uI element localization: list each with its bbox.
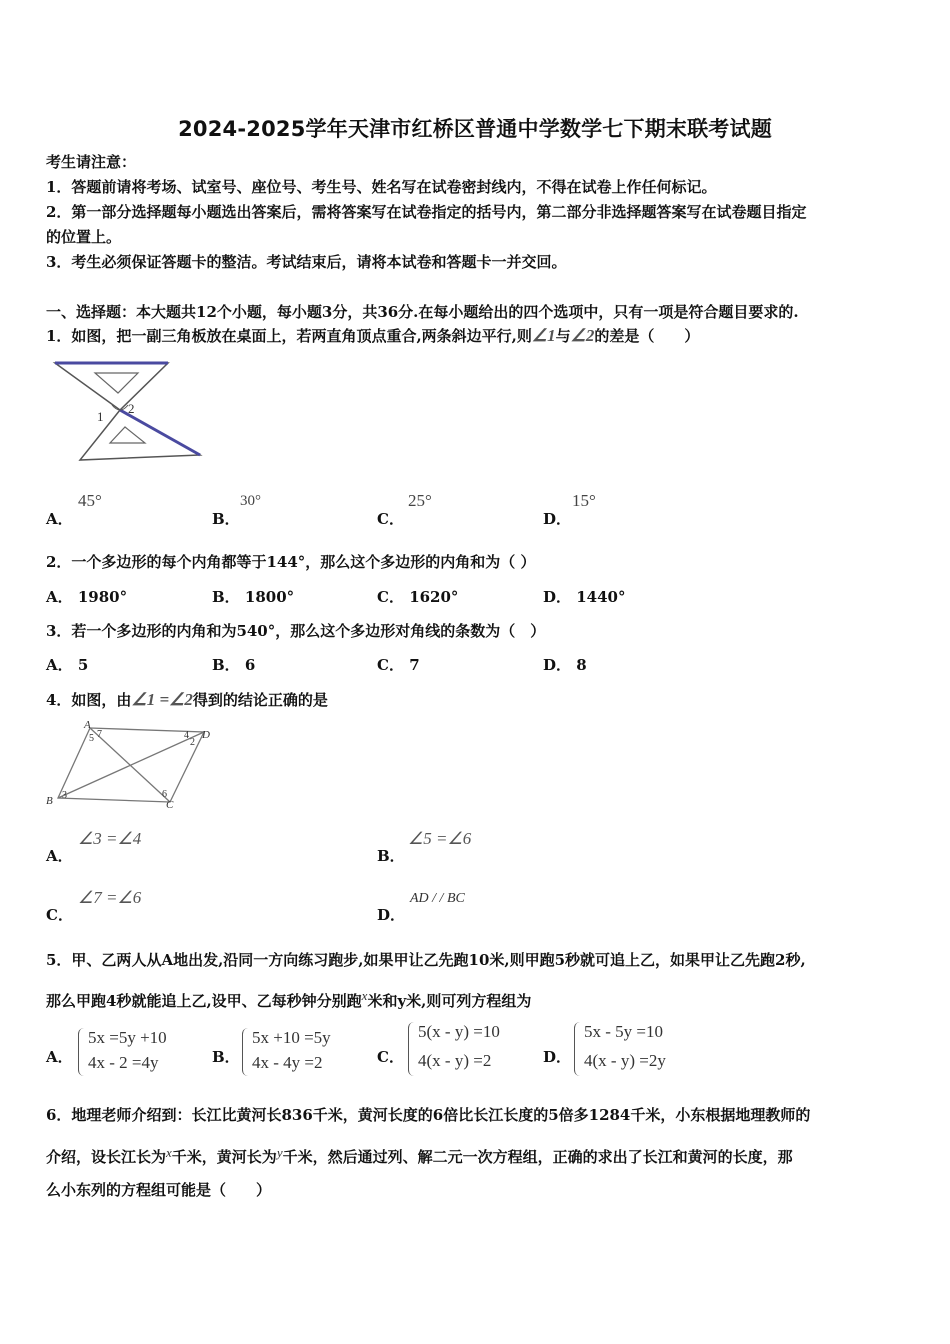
q2-option-c-label: C． [377,588,404,606]
q4-stem-b: 得到的结论正确的是 [192,691,328,709]
page-title: 2024-2025学年天津市红桥区普通中学数学七下期末联考试题 [178,117,772,141]
q4-label-7: 7 [97,729,102,740]
q1-option-b-value: 30° [240,493,261,509]
notice-item-2-cont: 的位置上。 [46,228,122,246]
q4-label-b: B [46,795,53,807]
q6-line-2 [46,1141,793,1169]
q5-option-d-eq2: 4(x - y) =2y [584,1051,666,1070]
q2-option-b-value: 1800° [244,588,295,606]
q5-option-c-eq2: 4(x - y) =2 [418,1051,492,1070]
q5-option-a-label[interactable]: A． [46,1048,73,1066]
q4-option-c-value: ∠7 =∠6 [78,888,142,907]
q4-label-6: 6 [162,789,167,800]
q5-line-1: 5．甲、乙两人从A地出发,沿同一方向练习跑步,如果甲让乙先跑10米,则甲跑5秒就可追上乙，如果甲让乙先跑2秒, [46,951,806,969]
q2-stem: 2．一个多边形的每个内角都等于144°，那么这个多边形的内角和为（ ） [46,553,536,571]
q1-stem [46,324,699,348]
q1-option-a-value: 45° [78,491,102,510]
q2-option-a[interactable] [46,585,127,609]
q5-option-d-brace [574,1022,583,1076]
q1-option-d-value: 15° [572,491,596,510]
q2-option-b[interactable] [212,585,294,609]
q6-line-3: 么小东列的方程组可能是（ ） [46,1181,272,1199]
q1-stem-b: 的差是（ ） [594,327,700,345]
q5-line-2a: 那么甲跑4秒就能追上乙,设甲、乙每秒钟分别跑 [46,992,362,1010]
q4-option-d-label[interactable]: D． [377,906,406,924]
q2-option-c[interactable] [377,585,458,609]
q5-option-b-eq1: 5x +10 =5y [252,1028,331,1047]
q3-option-b[interactable] [212,653,255,677]
q1-option-c-label[interactable]: C． [377,510,404,528]
q3-option-b-value: 6 [244,656,256,674]
q1-angle2: ∠2 [570,326,595,345]
q5-option-a-eq2: 4x - 2 =4y [88,1053,159,1072]
q6-line-2c: 千米，然后通过列、解二元一次方程组，正确的求出了长江和黄河的长度，那 [282,1148,793,1166]
q5-option-b-system [242,1028,362,1078]
q2-option-a-label: A． [46,588,73,606]
q3-option-a-value: 5 [77,656,89,674]
q5-option-c-system [408,1022,533,1078]
q4-stem-a: 4．如图，由 [46,691,132,709]
q5-var-x: x [361,988,368,1003]
q4-option-d-value: AD / / BC [410,891,465,906]
q4-label-4: 4 [184,730,189,741]
q3-option-d-label: D． [543,656,572,674]
q4-condition: ∠1 =∠2 [131,690,193,709]
q5-option-c-eq1: 5(x - y) =10 [418,1022,500,1041]
notice-item-1: 1．答题前请将考场、试室号、座位号、考生号、姓名写在试卷密封线内，不得在试卷上作任何标记。 [46,178,717,196]
q3-option-b-label: B． [212,656,240,674]
q4-label-c: C [166,799,174,810]
q5-option-d-label[interactable]: D． [543,1048,572,1066]
q5-option-c-brace [408,1022,417,1076]
q5-option-d-eq1: 5x - 5y =10 [584,1022,663,1041]
q6-var-x: x [166,1145,172,1160]
q2-option-d[interactable] [543,585,626,609]
q3-option-d[interactable] [543,653,587,677]
q1-bottom-inner-triangle [110,427,145,443]
q1-option-a-label[interactable]: A． [46,510,73,528]
q1-stem-a: 1．如图，把一副三角板放在桌面上，若两直角顶点重合,两条斜边平行,则 [46,327,532,345]
q4-diagonal-bd [58,732,204,798]
q5-option-d-system [574,1022,704,1078]
q3-option-a-label: A． [46,656,73,674]
notice-heading: 考生请注意： [46,153,137,171]
q5-option-a-system [78,1028,198,1078]
q3-stem: 3．若一个多边形的内角和为540°，那么这个多边形对角线的条数为（ ） [46,622,546,640]
q4-label-a: A [84,719,91,731]
q3-option-c-value: 7 [409,656,420,674]
q3-option-c[interactable] [377,653,420,677]
q4-label-3: 3 [62,790,67,801]
q5-option-a-eq1: 5x =5y +10 [88,1028,167,1047]
q2-option-d-value: 1440° [576,588,626,606]
q5-option-a-brace [78,1028,87,1076]
q6-line-2b: 千米，黄河长为 [171,1148,277,1166]
section-heading: 一、选择题：本大题共12个小题，每小题3分，共36分.在每小题给出的四个选项中，只有一项是符合题目要求的. [46,303,799,321]
q4-option-a-value: ∠3 =∠4 [78,829,142,848]
q1-top-inner-triangle [95,373,138,393]
q2-option-b-label: B． [212,588,240,606]
q4-parallelogram-figure [42,718,217,810]
q3-option-d-value: 8 [576,656,587,674]
q5-option-b-eq2: 4x - 4y =2 [252,1053,323,1072]
q1-fig-label-1: 1 [97,409,104,424]
q5-option-c-label[interactable]: C． [377,1048,404,1066]
q1-triangles-figure [50,355,210,465]
notice-item-3: 3．考生必须保证答题卡的整洁。考试结束后，请将本试卷和答题卡一并交回。 [46,253,567,271]
q1-option-c-value: 25° [408,491,432,510]
notice-item-2: 2．第一部分选择题每小题选出答案后，需将答案写在试卷指定的括号内，第二部分非选择题答案写在试卷题目指定 [46,203,807,221]
q4-stem [46,688,328,712]
q2-option-a-value: 1980° [77,588,128,606]
q1-angle1: ∠1 [531,326,556,345]
q5-option-b-brace [242,1028,251,1076]
q4-option-a-label[interactable]: A． [46,847,73,865]
q3-option-a[interactable] [46,653,88,677]
q3-option-c-label: C． [377,656,404,674]
q6-line-1: 6．地理老师介绍到：长江比黄河长836千米，黄河长度的6倍比长江长度的5倍多1284千米，小东根据地理教师的 [46,1106,811,1124]
q1-fig-label-2: 2 [128,401,135,416]
q4-label-5: 5 [89,733,94,744]
q2-option-c-value: 1620° [409,588,459,606]
q4-option-c-label[interactable]: C． [46,906,73,924]
q4-label-2: 2 [190,737,195,748]
q2-option-d-label: D． [543,588,572,606]
q6-var-y: y [276,1145,283,1160]
q1-top-triangle [55,363,168,410]
q5-line-2 [46,984,531,1013]
q4-option-b-label[interactable]: B． [377,847,405,865]
q1-option-d-label[interactable]: D． [543,510,572,528]
q4-label-d: D [202,729,210,741]
q6-line-2a: 介绍，设长江长为 [46,1148,167,1166]
q1-mid: 与 [555,327,571,345]
q5-line-2b: 米和y米,则可列方程组为 [367,992,532,1010]
q5-option-b-label[interactable]: B． [212,1048,240,1066]
q4-option-b-value: ∠5 =∠6 [408,829,472,848]
q1-option-b-label[interactable]: B． [212,510,240,528]
